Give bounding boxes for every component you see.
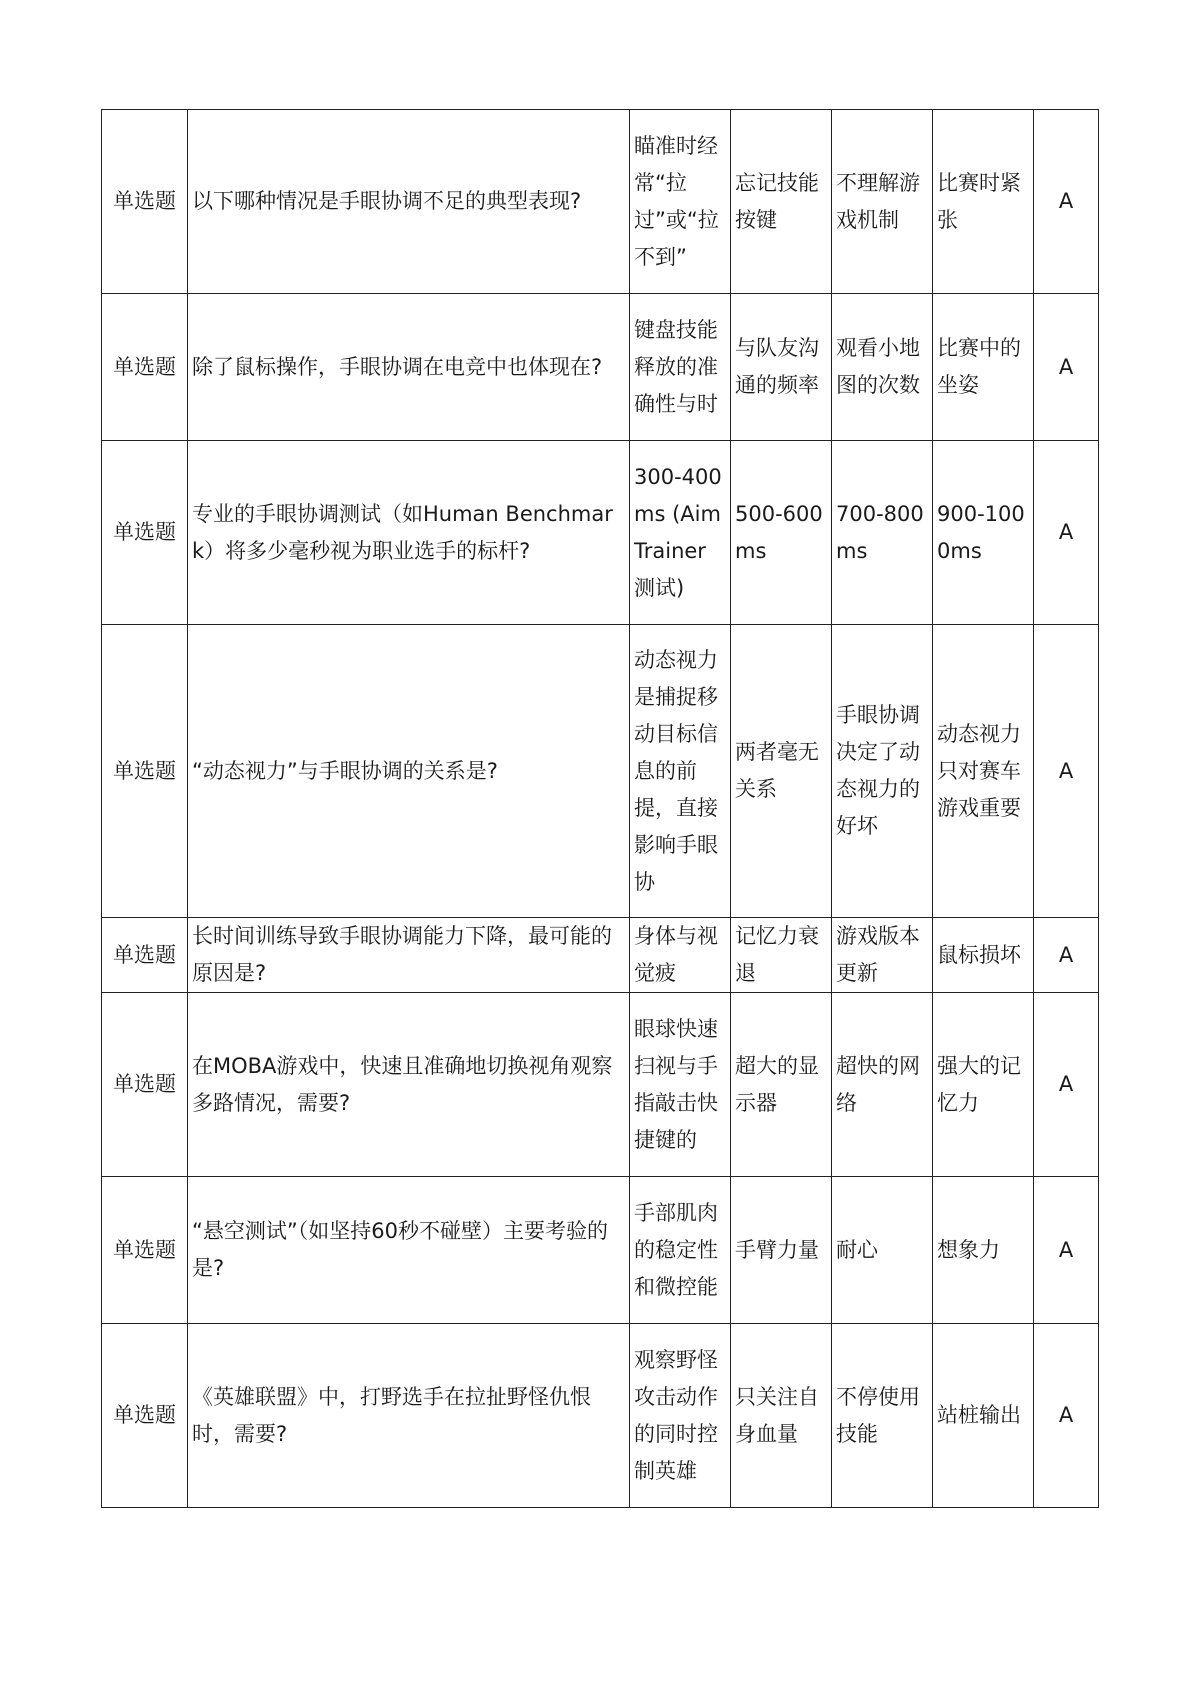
option-c: 不停使用技能 [832,1324,933,1508]
question-type: 单选题 [102,625,188,918]
option-b: 超大的显示器 [731,993,832,1177]
option-a: 身体与视觉疲 [630,918,731,993]
answer: A [1034,441,1099,625]
answer: A [1034,993,1099,1177]
option-c: 超快的网络 [832,993,933,1177]
question-type: 单选题 [102,1324,188,1508]
question-type: 单选题 [102,993,188,1177]
answer: A [1034,1177,1099,1324]
option-a [630,1177,731,1324]
question-type: 单选题 [102,110,188,294]
option-d: 比赛中的坐姿 [933,294,1034,441]
option-c: 手眼协调决定了动态视力的好坏 [832,625,933,918]
answer: A [1034,918,1099,993]
question-text: 长时间训练导致手眼协调能力下降，最可能的原因是? [188,918,630,993]
option-b: 手臂力量 [731,1177,832,1324]
answer: A [1034,294,1099,441]
table-row [102,110,1099,294]
option-d: 鼠标损坏 [933,918,1034,993]
table-row [102,918,1099,993]
answer: A [1034,625,1099,918]
option-a: 瞄准时经常“拉过”或“拉不到” [630,110,731,294]
option-b: 只关注自身血量 [731,1324,832,1508]
table-row [102,1324,1099,1508]
option-b: 两者毫无关系 [731,625,832,918]
option-d: 强大的记忆力 [933,993,1034,1177]
option-a: 观察野怪攻击动作的同时控制英雄 [630,1324,731,1508]
option-a [630,993,731,1177]
question-text: “悬空测试”（如坚持60秒不碰壁）主要考验的是? [188,1177,630,1324]
option-c: 观看小地图的次数 [832,294,933,441]
option-d: 想象力 [933,1177,1034,1324]
table-row [102,294,1099,441]
question-text: 《英雄联盟》中，打野选手在拉扯野怪仇恨时，需要? [188,1324,630,1508]
answer: A [1034,1324,1099,1508]
option-a-text: 动态视力是捕捉移动目标信息的前提，直接影响手眼协 [634,647,718,894]
option-a-text: 眼球快速扫视与手指敲击快捷键的 [634,1016,718,1152]
question-text: 以下哪种情况是手眼协调不足的典型表现? [188,110,630,294]
option-a: 300-400ms (Aim Trainer测试) [630,441,731,625]
table-row [102,441,1099,625]
option-b: 忘记技能按键 [731,110,832,294]
option-c: 不理解游戏机制 [832,110,933,294]
option-a-text: 键盘技能释放的准确性与时 [634,317,718,416]
quiz-table [101,109,1099,1508]
table-row [102,625,1099,918]
question-type: 单选题 [102,294,188,441]
question-text: 在MOBA游戏中，快速且准确地切换视角观察多路情况，需要? [188,993,630,1177]
table-row [102,1177,1099,1324]
option-d: 动态视力只对赛车游戏重要 [933,625,1034,918]
option-d: 站桩输出 [933,1324,1034,1508]
option-d: 900-1000ms [933,441,1034,625]
option-a-text: 手部肌肉的稳定性和微控能 [634,1200,718,1299]
table-row [102,993,1099,1177]
answer: A [1034,110,1099,294]
option-d: 比赛时紧张 [933,110,1034,294]
option-b: 记忆力衰退 [731,918,832,993]
question-text: 除了鼠标操作，手眼协调在电竞中也体现在? [188,294,630,441]
question-type: 单选题 [102,441,188,625]
question-text: 专业的手眼协调测试（如Human Benchmark）将多少毫秒视为职业选手的标杆? [188,441,630,625]
option-c: 700-800ms [832,441,933,625]
option-c: 耐心 [832,1177,933,1324]
option-b: 500-600ms [731,441,832,625]
option-a [630,294,731,441]
option-b: 与队友沟通的频率 [731,294,832,441]
option-a [630,625,731,918]
question-type: 单选题 [102,918,188,993]
question-text: “动态视力”与手眼协调的关系是? [188,625,630,918]
option-c: 游戏版本更新 [832,918,933,993]
question-type: 单选题 [102,1177,188,1324]
